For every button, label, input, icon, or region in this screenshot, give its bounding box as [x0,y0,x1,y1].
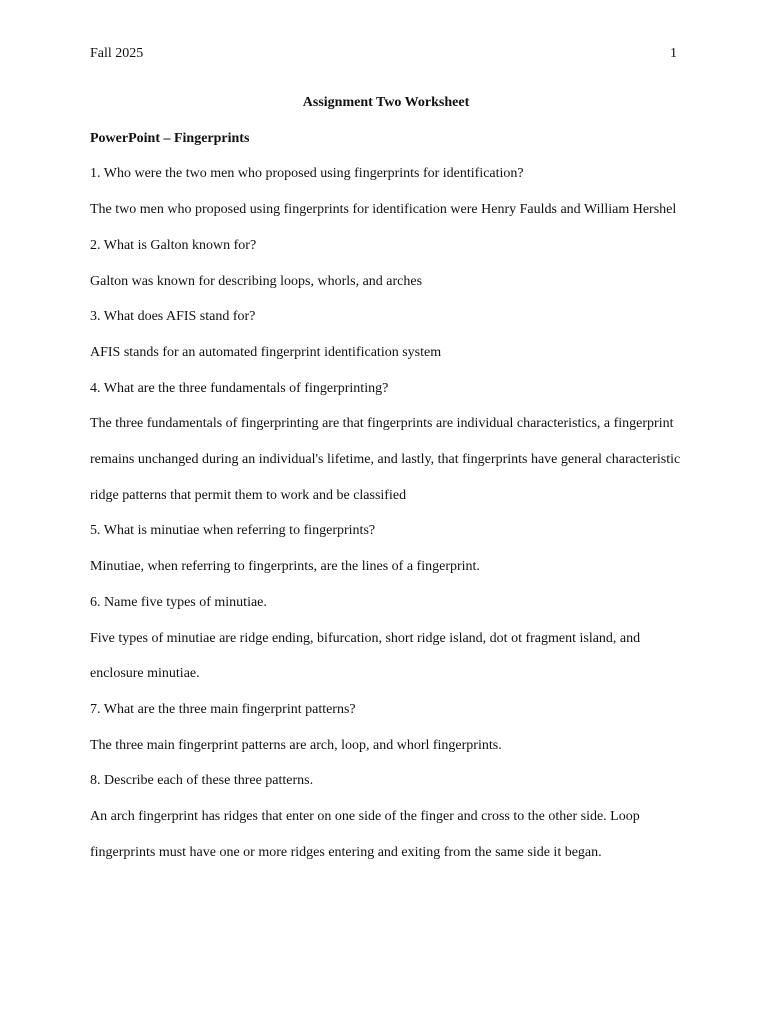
answer-1: The two men who proposed using fingerprints for identification were Henry Faulds and William Hershel [90,202,677,218]
page-number: 1 [670,46,677,61]
question-7: 7. What are the three main fingerprint patterns? [90,701,356,717]
question-8: 8. Describe each of these three patterns. [90,773,314,789]
section-heading: PowerPoint – Fingerprints [90,130,250,146]
answer-4: The three fundamentals of fingerprinting are that fingerprints are individual characteristics, a fingerprint remains unchanged during an individual's lifetime, and lastly, that fingerprints have general characteristic ridge patterns that permit them to work and be classified [90,416,681,503]
question-4: 4. What are the three fundamentals of fingerprinting? [90,380,389,396]
document-body [90,85,682,870]
answer-2: Galton was known for describing loops, whorls, and arches [90,273,423,289]
document-title: Assignment Two Worksheet [302,95,470,110]
question-3: 3. What does AFIS stand for? [90,309,256,325]
question-6: 6. Name five types of minutiae. [90,594,267,610]
question-5: 5. What is minutiae when referring to fingerprints? [90,523,376,539]
answer-8: An arch fingerprint has ridges that enter on one side of the finger and cross to the other side. Loop fingerprints must have one or more ridges entering and exiting from the same side it began. [90,809,640,860]
question-2: 2. What is Galton known for? [90,237,257,253]
question-1: 1. Who were the two men who proposed using fingerprints for identification? [90,166,524,182]
answer-5: Minutiae, when referring to fingerprints, are the lines of a fingerprint. [90,559,480,575]
answer-6: Five types of minutiae are ridge ending, bifurcation, short ridge island, dot ot fragment island, and enclosure minutiae. [90,630,641,682]
header-term: Fall 2025 [90,46,144,61]
answer-3: AFIS stands for an automated fingerprint identification system [90,344,442,360]
answer-7: The three main fingerprint patterns are arch, loop, and whorl fingerprints. [90,737,502,753]
